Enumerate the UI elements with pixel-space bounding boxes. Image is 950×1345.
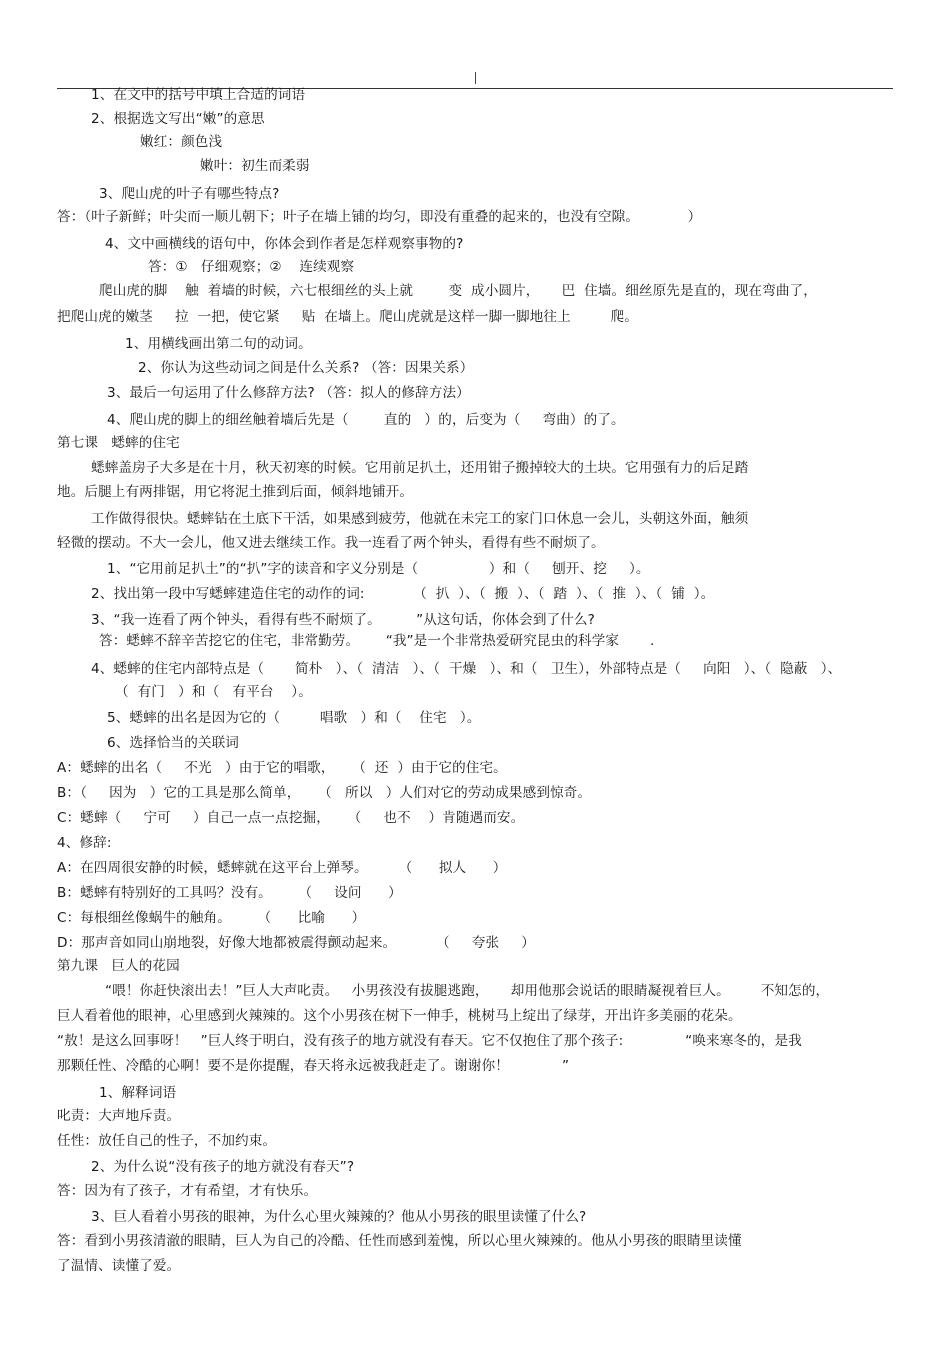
text-line: 轻微的摆动。不大一会儿，他又进去继续工作。我一连看了两个钟头，看得有些不耐烦了。 bbox=[57, 535, 605, 551]
text-line: 2、找出第一段中写蟋蟀建造住宅的动作的词: （ 扒 ）、（ 搬 ）、（ 踏 ）、（ 推 ）、（ 铺 ）。 bbox=[91, 586, 715, 602]
text-line: 3、爬山虎的叶子有哪些特点? bbox=[99, 186, 280, 202]
text-line: 地。后腿上有两排锯，用它将泥土推到后面，倾斜地铺开。 bbox=[57, 484, 414, 500]
text-line: 嫩叶：初生而柔弱 bbox=[200, 158, 310, 174]
text-line: 5、蟋蟀的出名是因为它的（ 唱歌 ）和（ 住宅 ）。 bbox=[107, 710, 481, 726]
text-line: 答：因为有了孩子，才有希望，才有快乐。 bbox=[57, 1183, 318, 1199]
text-line: B：（ 因为 ）它的工具是那么简单， （ 所以 ）人们对它的劳动成果感到惊奇。 bbox=[57, 785, 592, 801]
text-line: 4、修辞: bbox=[57, 835, 112, 851]
text-line: 工作做得很快。蟋蟀钻在土底下干活，如果感到疲劳，他就在未完工的家门口休息一会儿，头朝这外面，触须 bbox=[91, 511, 749, 527]
text-line: 那颗任性、冷酷的心啊！要不是你提醒，春天将永远被我赶走了。谢谢你！ ” bbox=[57, 1058, 570, 1074]
text-line: 1、“它用前足扒土”的“扒”字的读音和字义分别是（ ）和（ 刨开、挖 ）。 bbox=[107, 561, 650, 577]
text-line: 4、爬山虎的脚上的细丝触着墙后先是（ 直的 ）的，后变为（ 弯曲）的了。 bbox=[107, 412, 625, 428]
text-line: 1、在文中的括号中填上合适的词语 bbox=[91, 87, 306, 103]
text-line: 答：蟋蟀不辞辛苦挖它的住宅，非常勤劳。 “我”是一个非常热爱研究昆虫的科学家 . bbox=[99, 633, 655, 649]
text-line: （ 有门 ）和（ 有平台 ）。 bbox=[115, 684, 312, 700]
text-line: 蟋蟀盖房子大多是在十月，秋天初寒的时候。它用前足扒土，还用钳子搬掉较大的土块。它用强有力的后足踏 bbox=[91, 460, 749, 476]
text-line: 答：① 仔细观察；② 连续观察 bbox=[148, 259, 355, 275]
text-line: C：每根细丝像蜗牛的触角。 （ 比喻 ） bbox=[57, 910, 366, 926]
text-line: “敖！是这么回事呀！ ”巨人终于明白，没有孩子的地方就没有春天。它不仅抱住了那个孩子: “唤来寒冬的，是我 bbox=[57, 1033, 802, 1049]
text-line: 第九课 巨人的花园 bbox=[57, 958, 180, 974]
text-line: 3、“我一连看了两个钟头，看得有些不耐烦了。 ”从这句话，你体会到了什么? bbox=[91, 612, 595, 628]
text-line: 1、用横线画出第二句的动词。 bbox=[125, 336, 312, 352]
text-line: 2、根据选文写出“嫩”的意思 bbox=[91, 111, 265, 127]
text-line: 4、蟋蟀的住宅内部特点是（ 简朴 ）、（ 清洁 ）、（ 干燥 ）、和（ 卫生），外部特点是（ 向阳 ）、（ 隐蔽 ）、 bbox=[91, 661, 842, 677]
text-line: 3、最后一句运用了什么修辞方法? （答：拟人的修辞方法） bbox=[107, 385, 470, 401]
text-line: 答：看到小男孩清澈的眼睛，巨人为自己的冷酷、任性而感到羞愧，所以心里火辣辣的。他从小男孩的眼睛里读懂 bbox=[57, 1233, 742, 1249]
text-line: “喂！你赶快滚出去！”巨人大声叱责。 小男孩没有拔腿逃跑， 却用他那会说话的眼睛凝视着巨人。 不知怎的， bbox=[105, 983, 830, 999]
text-line: D：那声音如同山崩地裂，好像大地都被震得颤动起来。 （ 夸张 ） bbox=[57, 935, 535, 951]
text-line: C：蟋蟀（ 宁可 ）自己一点一点挖掘， （ 也不 ）肯随遇而安。 bbox=[57, 810, 525, 826]
text-line: 4、文中画横线的语句中，你体会到作者是怎样观察事物的? bbox=[105, 236, 464, 252]
text-line: 叱责：大声地斥责。 bbox=[57, 1108, 181, 1124]
header-mark bbox=[475, 72, 476, 84]
text-line: 第七课 蟋蟀的住宅 bbox=[57, 435, 180, 451]
text-line: 答：（叶子新鲜；叶尖而一顺儿朝下；叶子在墙上铺的均匀，即没有重叠的起来的，也没有空隙。 ） bbox=[57, 209, 702, 225]
text-line: 爬山虎的脚 触 着墙的时候，六七根细丝的头上就 变 成小圆片， 巴 住墙。细丝原先是直的，现在弯曲了， bbox=[99, 283, 817, 299]
text-line: B：蟋蟀有特别好的工具吗？没有。 （ 设问 ） bbox=[57, 885, 402, 901]
text-line: 2、为什么说“没有孩子的地方就没有春天”? bbox=[91, 1159, 355, 1175]
text-line: 把爬山虎的嫩茎 拉 一把，使它紧 贴 在墙上。爬山虎就是这样一脚一脚地往上 爬。 bbox=[57, 309, 638, 325]
text-line: 6、选择恰当的关联词 bbox=[107, 735, 239, 751]
text-line: A：蟋蟀的出名（ 不光 ）由于它的唱歌， （ 还 ）由于它的住宅。 bbox=[57, 760, 507, 776]
text-line: 嫩红：颜色浅 bbox=[140, 134, 223, 150]
text-line: A：在四周很安静的时候，蟋蟀就在这平台上弹琴。 （ 拟人 ） bbox=[57, 860, 507, 876]
text-line: 巨人看着他的眼神，心里感到火辣辣的。这个小男孩在树下一伸手，桃树马上绽出了绿芽，开出许多美丽的花朵。 bbox=[57, 1008, 742, 1024]
text-line: 了温情、读懂了爱。 bbox=[57, 1258, 181, 1274]
text-line: 1、解释词语 bbox=[99, 1085, 177, 1101]
text-line: 3、巨人看着小男孩的眼神，为什么心里火辣辣的？他从小男孩的眼里读懂了什么? bbox=[91, 1209, 587, 1225]
text-line: 2、你认为这些动词之间是什么关系? （答：因果关系） bbox=[138, 360, 474, 376]
text-line: 任性：放任自己的性子，不加约束。 bbox=[57, 1133, 277, 1149]
